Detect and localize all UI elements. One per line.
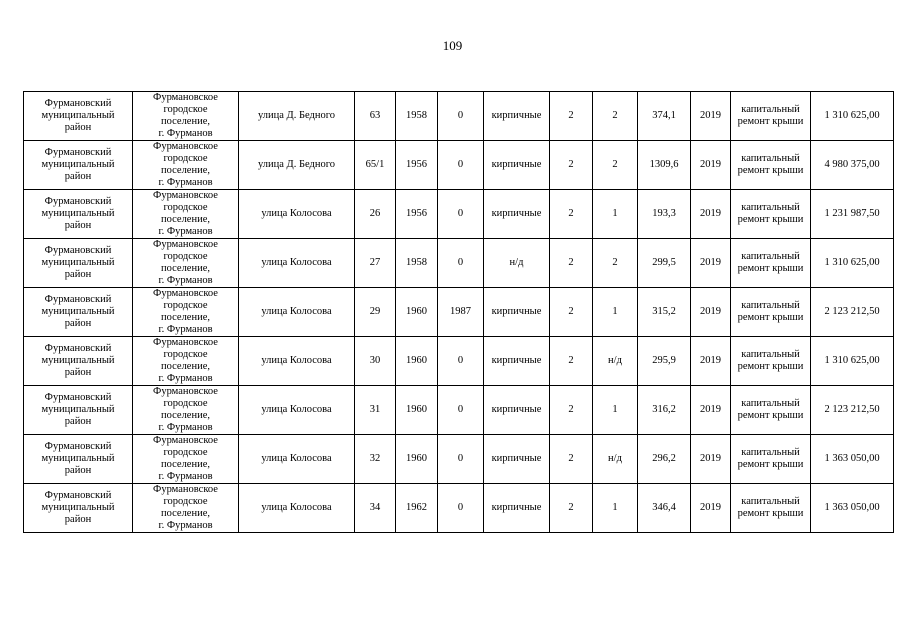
- area-cell: 1309,6: [638, 141, 691, 190]
- year-reconstruction-cell: 0: [438, 386, 484, 435]
- floors-cell: 2: [550, 92, 593, 141]
- work-type-cell: капитальный ремонт крыши: [731, 239, 811, 288]
- year-built-cell: 1960: [396, 337, 438, 386]
- district-cell: Фурмановский муниципальный район: [24, 386, 133, 435]
- house-number-cell: 26: [355, 190, 396, 239]
- work-type-cell: капитальный ремонт крыши: [731, 386, 811, 435]
- plan-year-cell: 2019: [691, 386, 731, 435]
- district-cell: Фурмановский муниципальный район: [24, 141, 133, 190]
- entrances-cell: 1: [593, 190, 638, 239]
- cost-cell: 2 123 212,50: [811, 288, 894, 337]
- page-number: 109: [442, 38, 463, 53]
- year-built-cell: 1960: [396, 435, 438, 484]
- area-cell: 295,9: [638, 337, 691, 386]
- entrances-cell: н/д: [593, 337, 638, 386]
- floors-cell: 2: [550, 141, 593, 190]
- wall-material-cell: кирпичные: [484, 484, 550, 533]
- year-built-cell: 1962: [396, 484, 438, 533]
- settlement-cell: Фурмановское городское поселение, г. Фурманов: [133, 288, 239, 337]
- wall-material-cell: кирпичные: [484, 190, 550, 239]
- house-number-cell: 31: [355, 386, 396, 435]
- entrances-cell: 2: [593, 92, 638, 141]
- table-body: [24, 92, 894, 533]
- year-reconstruction-cell: 1987: [438, 288, 484, 337]
- year-reconstruction-cell: 0: [438, 239, 484, 288]
- work-type-cell: капитальный ремонт крыши: [731, 484, 811, 533]
- cost-cell: 1 363 050,00: [811, 484, 894, 533]
- work-type-cell: капитальный ремонт крыши: [731, 435, 811, 484]
- cost-cell: 1 363 050,00: [811, 435, 894, 484]
- housing-register-table: [23, 91, 894, 533]
- wall-material-cell: кирпичные: [484, 141, 550, 190]
- area-cell: 316,2: [638, 386, 691, 435]
- table-row: [24, 288, 894, 337]
- settlement-cell: Фурмановское городское поселение, г. Фурманов: [133, 484, 239, 533]
- entrances-cell: 2: [593, 141, 638, 190]
- plan-year-cell: 2019: [691, 288, 731, 337]
- cost-cell: 1 310 625,00: [811, 337, 894, 386]
- floors-cell: 2: [550, 484, 593, 533]
- settlement-cell: Фурмановское городское поселение, г. Фурманов: [133, 337, 239, 386]
- area-cell: 315,2: [638, 288, 691, 337]
- plan-year-cell: 2019: [691, 239, 731, 288]
- plan-year-cell: 2019: [691, 141, 731, 190]
- settlement-cell: Фурмановское городское поселение, г. Фурманов: [133, 190, 239, 239]
- street-cell: улица Колосова: [239, 484, 355, 533]
- year-built-cell: 1956: [396, 190, 438, 239]
- table-row: [24, 435, 894, 484]
- entrances-cell: н/д: [593, 435, 638, 484]
- wall-material-cell: н/д: [484, 239, 550, 288]
- entrances-cell: 1: [593, 484, 638, 533]
- settlement-cell: Фурмановское городское поселение, г. Фурманов: [133, 141, 239, 190]
- table-row: [24, 337, 894, 386]
- work-type-cell: капитальный ремонт крыши: [731, 288, 811, 337]
- floors-cell: 2: [550, 337, 593, 386]
- cost-cell: 4 980 375,00: [811, 141, 894, 190]
- floors-cell: 2: [550, 288, 593, 337]
- cost-cell: 1 310 625,00: [811, 92, 894, 141]
- plan-year-cell: 2019: [691, 337, 731, 386]
- street-cell: улица Колосова: [239, 288, 355, 337]
- district-cell: Фурмановский муниципальный район: [24, 190, 133, 239]
- area-cell: 374,1: [638, 92, 691, 141]
- floors-cell: 2: [550, 239, 593, 288]
- table-row: [24, 190, 894, 239]
- year-reconstruction-cell: 0: [438, 435, 484, 484]
- house-number-cell: 34: [355, 484, 396, 533]
- district-cell: Фурмановский муниципальный район: [24, 435, 133, 484]
- table-row: [24, 141, 894, 190]
- wall-material-cell: кирпичные: [484, 288, 550, 337]
- work-type-cell: капитальный ремонт крыши: [731, 92, 811, 141]
- cost-cell: 2 123 212,50: [811, 386, 894, 435]
- street-cell: улица Колосова: [239, 190, 355, 239]
- plan-year-cell: 2019: [691, 484, 731, 533]
- wall-material-cell: кирпичные: [484, 435, 550, 484]
- area-cell: 346,4: [638, 484, 691, 533]
- cost-cell: 1 231 987,50: [811, 190, 894, 239]
- floors-cell: 2: [550, 435, 593, 484]
- district-cell: Фурмановский муниципальный район: [24, 337, 133, 386]
- table-row: [24, 484, 894, 533]
- street-cell: улица Колосова: [239, 435, 355, 484]
- year-reconstruction-cell: 0: [438, 92, 484, 141]
- wall-material-cell: кирпичные: [484, 337, 550, 386]
- street-cell: улица Д. Бедного: [239, 141, 355, 190]
- district-cell: Фурмановский муниципальный район: [24, 239, 133, 288]
- year-built-cell: 1960: [396, 288, 438, 337]
- floors-cell: 2: [550, 386, 593, 435]
- year-built-cell: 1960: [396, 386, 438, 435]
- year-reconstruction-cell: 0: [438, 337, 484, 386]
- settlement-cell: Фурмановское городское поселение, г. Фурманов: [133, 239, 239, 288]
- house-number-cell: 63: [355, 92, 396, 141]
- year-built-cell: 1958: [396, 92, 438, 141]
- street-cell: улица Колосова: [239, 386, 355, 435]
- wall-material-cell: кирпичные: [484, 92, 550, 141]
- work-type-cell: капитальный ремонт крыши: [731, 190, 811, 239]
- year-reconstruction-cell: 0: [438, 141, 484, 190]
- plan-year-cell: 2019: [691, 435, 731, 484]
- street-cell: улица Д. Бедного: [239, 92, 355, 141]
- house-number-cell: 32: [355, 435, 396, 484]
- plan-year-cell: 2019: [691, 190, 731, 239]
- house-number-cell: 27: [355, 239, 396, 288]
- district-cell: Фурмановский муниципальный район: [24, 288, 133, 337]
- year-reconstruction-cell: 0: [438, 484, 484, 533]
- area-cell: 299,5: [638, 239, 691, 288]
- work-type-cell: капитальный ремонт крыши: [731, 141, 811, 190]
- cost-cell: 1 310 625,00: [811, 239, 894, 288]
- area-cell: 296,2: [638, 435, 691, 484]
- year-reconstruction-cell: 0: [438, 190, 484, 239]
- street-cell: улица Колосова: [239, 239, 355, 288]
- year-built-cell: 1956: [396, 141, 438, 190]
- settlement-cell: Фурмановское городское поселение, г. Фурманов: [133, 92, 239, 141]
- year-built-cell: 1958: [396, 239, 438, 288]
- wall-material-cell: кирпичные: [484, 386, 550, 435]
- settlement-cell: Фурмановское городское поселение, г. Фурманов: [133, 386, 239, 435]
- district-cell: Фурмановский муниципальный район: [24, 484, 133, 533]
- work-type-cell: капитальный ремонт крыши: [731, 337, 811, 386]
- street-cell: улица Колосова: [239, 337, 355, 386]
- entrances-cell: 2: [593, 239, 638, 288]
- district-cell: Фурмановский муниципальный район: [24, 92, 133, 141]
- area-cell: 193,3: [638, 190, 691, 239]
- floors-cell: 2: [550, 190, 593, 239]
- plan-year-cell: 2019: [691, 92, 731, 141]
- table-row: [24, 386, 894, 435]
- entrances-cell: 1: [593, 288, 638, 337]
- house-number-cell: 30: [355, 337, 396, 386]
- entrances-cell: 1: [593, 386, 638, 435]
- table-row: [24, 239, 894, 288]
- table-row: [24, 92, 894, 141]
- settlement-cell: Фурмановское городское поселение, г. Фурманов: [133, 435, 239, 484]
- house-number-cell: 65/1: [355, 141, 396, 190]
- house-number-cell: 29: [355, 288, 396, 337]
